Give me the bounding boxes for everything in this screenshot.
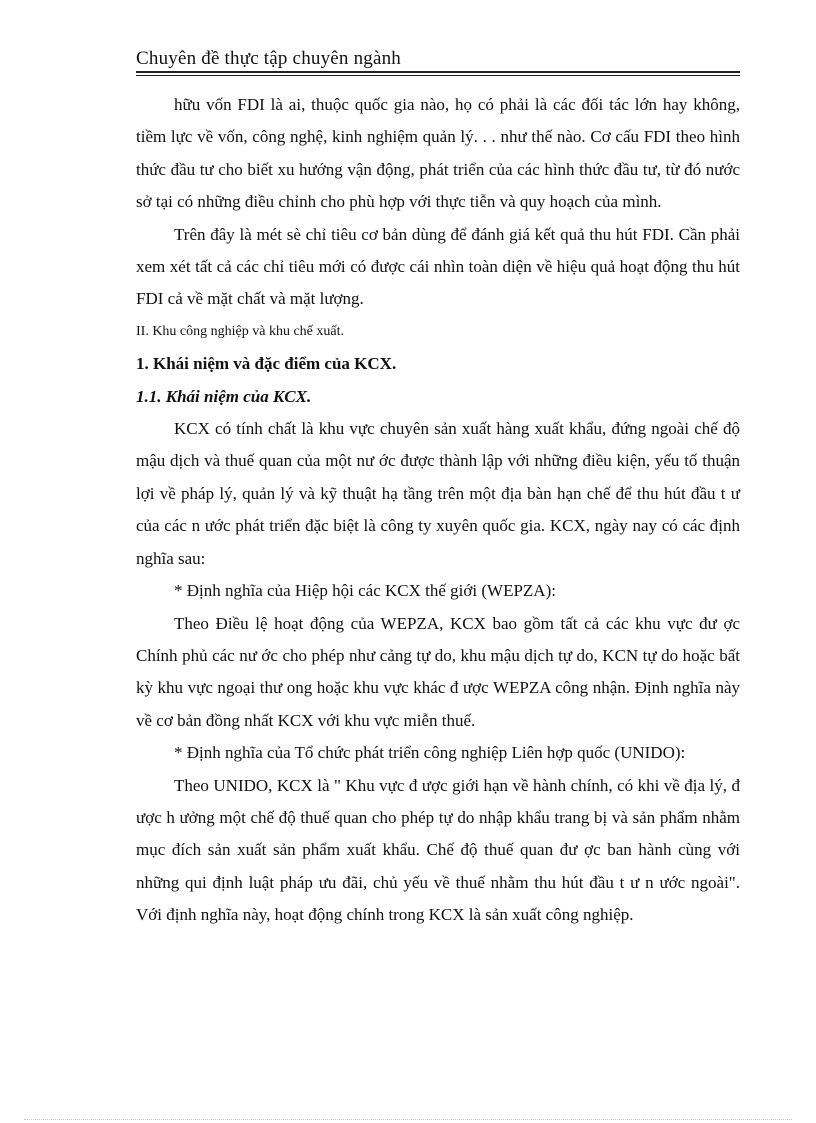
subsubsection-heading: 1.1. Khái niệm của KCX. <box>136 386 312 406</box>
document-body <box>136 89 740 932</box>
definition-label: * Định nghĩa của Tổ chức phát triển công nghiệp Liên hợp quốc (UNIDO): <box>174 743 686 763</box>
header-rule-thick <box>136 71 740 73</box>
subsection-heading: 1. Khái niệm và đặc điểm của KCX. <box>136 354 397 374</box>
page-bottom-border <box>24 1119 792 1120</box>
section-heading: II. Khu công nghiệp và khu chế xuất. <box>136 323 344 339</box>
header-rule-thin <box>136 75 740 76</box>
page-header-title: Chuyên đề thực tập chuyên ngành <box>136 48 402 69</box>
definition-label: * Định nghĩa của Hiệp hội các KCX thế giới (WEPZA): <box>174 581 556 601</box>
paragraph: Trên đây là mét sè chỉ tiêu cơ bản dùng để đánh giá kết quả thu hút FDI. Cần phải xem xét tất cả các chỉ tiêu mới có được cái nhìn toàn diện về hiệu quả hoạt động thu hút FDI cả về mặt chất và mặt lượng. <box>136 224 740 309</box>
paragraph: Theo Điều lệ hoạt động của WEPZA, KCX bao gồm tất cả các khu vực đư ợc Chính phủ các nư ớc cho phép như cảng tự do, khu mậu dịch tự do, KCN tự do hoặc bất kỳ khu vực ngoại thư ong hoặc khu vực khác đ ược WEPZA công nhận. Định nghĩa này về cơ bản đồng nhất KCX với khu vực miễn thuế. <box>136 613 740 730</box>
paragraph: KCX có tính chất là khu vực chuyên sản xuất hàng xuất khẩu, đứng ngoài chế độ mậu dịch và thuế quan của một nư ớc được thành lập với những điều kiện, yếu tố thuận lợi về pháp lý, quản lý và kỹ thuật hạ tầng trên một địa bàn hạn chế để thu hút đầu t ư của các n ước phát triển đặc biệt là công ty xuyên quốc gia. KCX, ngày nay có các định nghĩa sau: <box>136 419 740 568</box>
paragraph: hữu vốn FDI là ai, thuộc quốc gia nào, họ có phải là các đối tác lớn hay không, tiềm lực về vốn, công nghệ, kinh nghiệm quản lý. . . như thế nào. Cơ cấu FDI theo hình thức đầu tư cho biết xu hướng vận động, phát triển của các hình thức đầu tư, từ đó nước sở tại có những điều chỉnh cho phù hợp với thực tiễn và quy hoạch của mình. <box>136 95 740 212</box>
paragraph: Theo UNIDO, KCX là " Khu vực đ ược giới hạn về hành chính, có khi về địa lý, đ ược h ưởng một chế độ thuế quan cho phép tự do nhập khẩu trang bị và sản phẩm nhằm mục đích sản xuất sản phẩm xuất khẩu. Chế độ thuế quan đư ợc ban hành cùng với những qui định luật pháp ưu đãi, chủ yếu về thuế nhằm thu hút đầu t ư n ước ngoài". Với định nghĩa này, hoạt động chính trong KCX là sản xuất công nghiệp. <box>136 775 740 925</box>
